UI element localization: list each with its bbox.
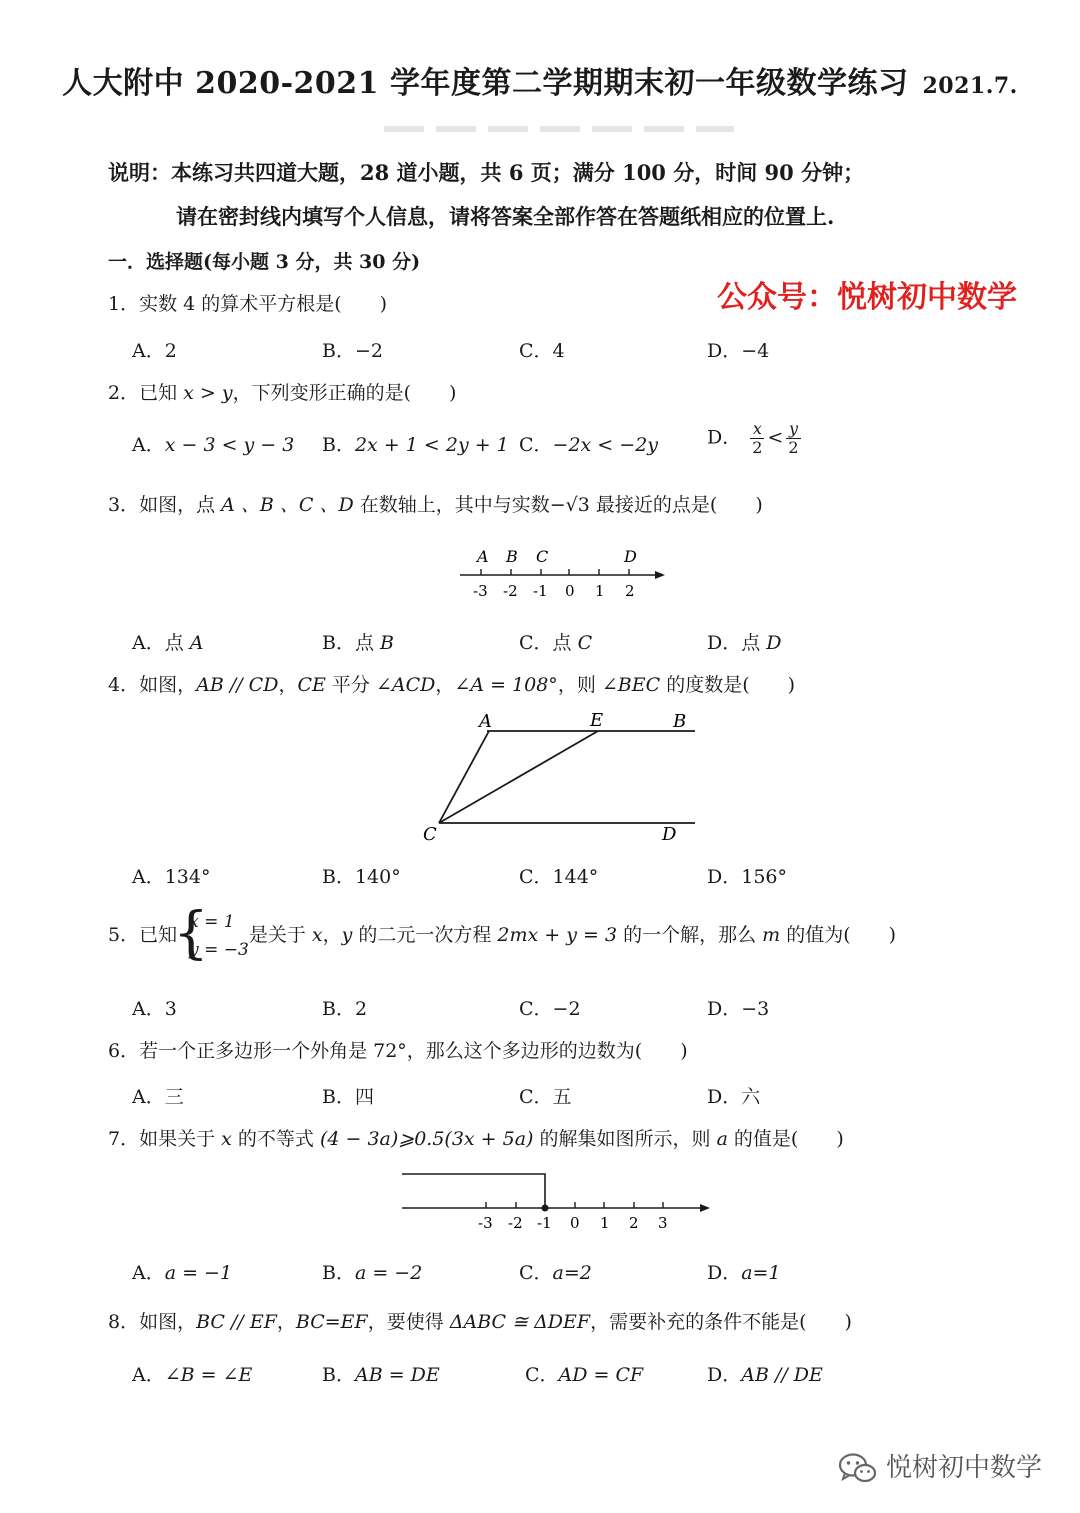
q2-frac-n2: y (788, 419, 798, 438)
q3-option-b (322, 628, 394, 655)
question-5-stem (108, 908, 896, 964)
scan-artifact (384, 126, 734, 132)
q2-option-c (519, 430, 658, 457)
q3-axis-arrow (655, 571, 665, 579)
q7-option-a-key: A． (132, 1262, 165, 1284)
q5-pre: 5．已知 (108, 924, 178, 946)
q3-option-d-var: D (766, 632, 782, 654)
q8-option-d (707, 1360, 823, 1387)
q7-mid-2: 的解集如图所示，则 (533, 1128, 717, 1150)
q4-mid-2: ，则 (557, 674, 602, 696)
q7-option-b-key: B． (322, 1262, 355, 1284)
q7-tick-label-1: 1 (600, 1214, 610, 1232)
q7-tick-label-3: 3 (658, 1214, 668, 1232)
q2-frac-n1: x (752, 419, 762, 438)
q8-option-b-key: B． (322, 1364, 355, 1386)
q1-option-a: A．2 (132, 340, 177, 362)
q3-point-label-d: D (624, 547, 637, 566)
q3-tick-label-1: 1 (595, 582, 605, 600)
q2-post: ，下列变形正确的是( ) (232, 382, 457, 404)
q7-tick-label-2: 2 (629, 1214, 639, 1232)
q5-mid-2: 的二元一次方程 (352, 924, 498, 946)
q5-option-d: D．−3 (707, 998, 770, 1020)
q7-mid-1: 的不等式 (231, 1128, 320, 1150)
q7-option-a-expr: a = −1 (164, 1262, 233, 1284)
q2-option-b-key: B． (322, 434, 355, 456)
q3-option-c-var: C (577, 632, 593, 654)
q2-fraction-right (786, 420, 800, 457)
q4-sep-2: ， (435, 674, 455, 696)
q7-option-d-expr: a=1 (741, 1262, 781, 1284)
q3-pre: 3．如图，点 (108, 494, 222, 516)
q4-sep-1: ， (278, 674, 298, 696)
q3-option-a-key: A．点 (132, 632, 190, 654)
q3-option-a (132, 628, 204, 655)
q2-option-b (322, 430, 509, 457)
q1-option-c: C．4 (519, 340, 565, 362)
watermark-text: 公众号：悦树初中数学 (717, 280, 1017, 315)
q8-option-a-expr: ∠B = ∠E (164, 1364, 253, 1386)
q3-post: 最接近的点是( ) (589, 494, 763, 516)
q3-mid: 在数轴上，其中与实数 (353, 494, 550, 516)
q6-option-c: C．五 (519, 1086, 572, 1108)
wechat-icon (838, 1452, 878, 1486)
q8-option-c-expr: AD = CF (558, 1364, 644, 1386)
q8-sep-1: ， (276, 1311, 296, 1333)
q4-label-e: E (590, 710, 604, 731)
q8-pre: 8．如图， (108, 1311, 197, 1333)
q7-pre: 7．如果关于 (108, 1128, 222, 1150)
q2-option-c-expr: −2x < −2y (552, 434, 659, 456)
q8-post: ，需要补充的条件不能是( ) (590, 1311, 852, 1333)
q5-post: 的值为( ) (780, 924, 897, 946)
q5-system-line-1: { x = 1 (189, 912, 235, 932)
q8-option-d-key: D． (707, 1364, 742, 1386)
q3-value: −√3 (549, 494, 590, 516)
q4-option-a: A．134° (132, 866, 211, 888)
q1-option-b: B．−2 (322, 340, 383, 362)
q4-label-b: B (673, 711, 687, 732)
q4-pre: 4．如图， (108, 674, 197, 696)
q3-option-c-key: C．点 (519, 632, 578, 654)
q2-option-b-expr: 2x + 1 < 2y + 1 (354, 434, 509, 456)
q7-post: 的值是( ) (727, 1128, 844, 1150)
q2-frac-d2: 2 (788, 438, 799, 457)
q4-mid-1: 平分 (325, 674, 376, 696)
q2-condition: x > y (183, 382, 233, 404)
q7-tick-label-neg2: -2 (508, 1214, 523, 1232)
q6-option-a: A．三 (132, 1086, 184, 1108)
q8-option-a (132, 1360, 252, 1387)
q7-var-a: a (716, 1128, 728, 1150)
q3-tick-label-neg2: -2 (503, 582, 518, 600)
q5-system-line-2: y = −3 (189, 940, 249, 960)
q3-point-label-c: C (536, 547, 549, 566)
q8-option-c-key: C． (525, 1364, 559, 1386)
q8-option-b-expr: AB = DE (354, 1364, 440, 1386)
q5-var-x: x (311, 924, 323, 946)
q5-mid-1: 是关于 (248, 924, 312, 946)
exam-title: 人大附中 2020-2021 学年度第二学期期末初一年级数学练习 (62, 66, 909, 101)
q4-label-c: C (423, 824, 437, 845)
q2-option-a-expr: x − 3 < y − 3 (164, 434, 295, 456)
question-2-stem (108, 378, 456, 405)
q3-option-d-key: D．点 (707, 632, 767, 654)
q3-tick-label-2: 2 (625, 582, 635, 600)
q8-option-c (525, 1360, 643, 1387)
q4-label-a: A (479, 711, 492, 732)
q7-option-d-key: D． (707, 1262, 742, 1284)
q1-option-d: D．−4 (707, 340, 770, 362)
q4-segment-ce (439, 731, 598, 823)
q2-pre: 2．已知 (108, 382, 184, 404)
question-1-stem: 1．实数 4 的算术平方根是( ) (108, 293, 388, 315)
q4-given-3: ∠ACD (375, 674, 436, 696)
q7-option-b (322, 1258, 422, 1285)
q3-tick-label-0: 0 (565, 582, 575, 600)
q3-option-d (707, 628, 782, 655)
q3-points: A 、B 、C 、D (221, 494, 354, 516)
q2-option-d (707, 420, 804, 457)
q7-var-x: x (221, 1128, 232, 1150)
q3-point-label-a: A (477, 547, 489, 566)
q8-given-1: BC // EF (196, 1311, 277, 1333)
q4-option-c: C．144° (519, 866, 599, 888)
q7-option-d (707, 1258, 781, 1285)
q3-option-c (519, 628, 592, 655)
question-7-stem (108, 1124, 844, 1151)
q7-axis-arrow (700, 1204, 710, 1212)
q4-post: 的度数是( ) (660, 674, 796, 696)
q5-mid-3: 的一个解，那么 (617, 924, 763, 946)
section-title: 一．选择题(每小题 3 分，共 30 分) (108, 251, 421, 273)
q4-option-b: B．140° (322, 866, 401, 888)
q3-tick-label-neg3: -3 (473, 582, 488, 600)
q6-option-d: D．六 (707, 1086, 761, 1108)
q7-option-c-key: C． (519, 1262, 553, 1284)
q4-given-4: ∠A = 108° (454, 674, 558, 696)
q7-inequality: (4 − 3a)⩾0.5(3x + 5a) (319, 1128, 534, 1150)
q5-comma: ， (322, 924, 342, 946)
q5-equation-system (177, 908, 249, 964)
q7-option-c (519, 1258, 592, 1285)
q3-number-line-figure (455, 540, 675, 604)
q7-tick-label-neg3: -3 (478, 1214, 493, 1232)
q4-given-5: ∠BEC (601, 674, 661, 696)
q8-option-b (322, 1360, 440, 1387)
question-4-stem (108, 670, 795, 697)
q5-equation: 2mx + y = 3 (497, 924, 618, 946)
q8-given-2: BC=EF (295, 1311, 368, 1333)
q3-option-a-var: A (189, 632, 204, 654)
q8-option-a-key: A． (132, 1364, 165, 1386)
q2-frac-d1: 2 (752, 438, 763, 457)
q5-option-c: C．−2 (519, 998, 581, 1020)
q5-option-b: B．2 (322, 998, 368, 1020)
q7-tick-label-neg1: -1 (537, 1214, 552, 1232)
footer-brand-text: 悦树初中数学 (886, 1453, 1043, 1483)
q8-mid-1: ，要使得 (367, 1311, 450, 1333)
q4-option-d: D．156° (707, 866, 787, 888)
q3-tick-label-neg1: -1 (533, 582, 548, 600)
q4-parallel-lines-figure (415, 705, 715, 850)
q7-option-a (132, 1258, 232, 1285)
question-3-stem (108, 490, 763, 517)
q4-given-2: CE (297, 674, 326, 696)
q5-var-y: y (341, 924, 353, 946)
q7-option-c-expr: a=2 (552, 1262, 592, 1284)
footer-brand (838, 1447, 1042, 1486)
q2-fraction-left (750, 420, 764, 457)
question-6-stem: 6．若一个正多边形一个外角是 72°，那么这个多边形的边数为( ) (108, 1040, 688, 1062)
q7-option-b-expr: a = −2 (354, 1262, 423, 1284)
instruction-line-2: 请在密封线内填写个人信息，请将答案全部作答在答题纸相应的位置上. (176, 204, 835, 229)
question-8-stem (108, 1307, 852, 1334)
q7-ticks (486, 1202, 663, 1208)
q7-solution-ray (402, 1174, 545, 1208)
q2-frac-op: < (767, 426, 784, 449)
exam-date: 2021.7. (922, 73, 1018, 99)
q3-ticks (481, 569, 629, 575)
q2-option-a-key: A． (132, 434, 165, 456)
q8-option-d-expr: AB // DE (741, 1364, 823, 1386)
q7-boundary-point (542, 1205, 549, 1212)
q6-option-b: B．四 (322, 1086, 374, 1108)
q4-given-1: AB // CD (196, 674, 279, 696)
q7-tick-label-0: 0 (570, 1214, 580, 1232)
q3-option-b-var: B (380, 632, 394, 654)
page-title (0, 58, 1080, 102)
q8-given-3: ΔABC ≅ ΔDEF (449, 1311, 591, 1333)
q7-solution-set-figure (398, 1162, 718, 1234)
q5-var-m: m (762, 924, 781, 946)
q2-option-a (132, 430, 294, 457)
q2-option-c-key: C． (519, 434, 553, 456)
instruction-line-1: 说明：本练习共四道大题，28 道小题，共 6 页；满分 100 分，时间 90 分钟； (108, 160, 865, 185)
q3-option-b-key: B．点 (322, 632, 381, 654)
q4-label-d: D (662, 824, 677, 845)
q2-option-d-key: D． (707, 426, 742, 449)
q5-option-a: A．3 (132, 998, 177, 1020)
q3-point-label-b: B (506, 547, 518, 566)
